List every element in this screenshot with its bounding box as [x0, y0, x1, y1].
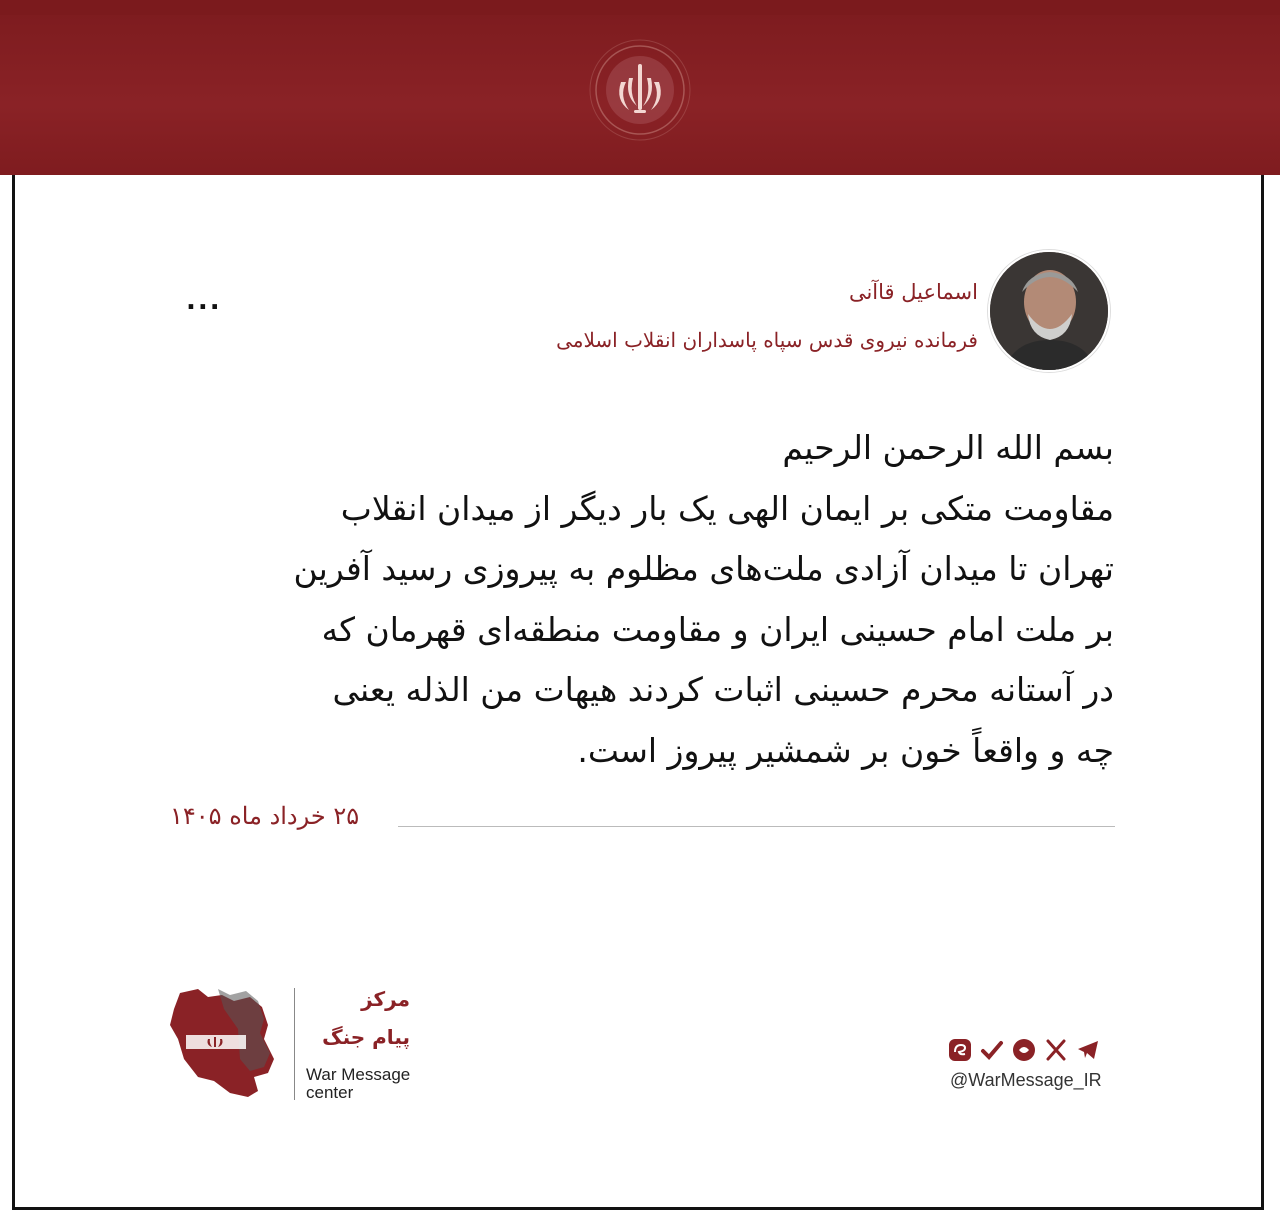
rubika-icon[interactable] [980, 1038, 1004, 1062]
iran-map-icon [170, 985, 290, 1105]
more-options-button[interactable]: ... [186, 286, 222, 316]
social-links [940, 1038, 1120, 1098]
post-line: چه و واقعاً خون بر شمشیر پیروز است. [577, 730, 1114, 770]
logo-divider [294, 988, 295, 1100]
logo-text-fa: مرکز [361, 987, 410, 1011]
portrait-icon [990, 252, 1108, 370]
avatar[interactable] [988, 250, 1110, 372]
author-title: فرمانده نیروی قدس سپاه پاسداران انقلاب اسلامی [556, 328, 978, 352]
author-name[interactable]: اسماعیل قاآنی [848, 280, 978, 304]
x-icon[interactable] [1044, 1038, 1068, 1062]
post-line: بر ملت امام حسینی ایران و مقاومت منطقه‌ای قهرمان که [321, 609, 1114, 649]
divider [398, 826, 1115, 827]
iran-emblem-icon [588, 38, 692, 142]
post-date-row [170, 800, 1115, 848]
logo-text-fa: پیام جنگ [322, 1025, 410, 1049]
header-banner [0, 0, 1280, 175]
post-line: در آستانه محرم حسینی اثبات کردند هیهات من الذله یعنی [332, 670, 1114, 709]
logo-text-en: center [306, 1083, 354, 1102]
post-date: ۲۵ خرداد ماه ۱۴۰۵ [170, 802, 360, 830]
eitaa-icon[interactable] [948, 1038, 972, 1062]
post-header [170, 250, 1110, 380]
telegram-icon[interactable] [1076, 1038, 1100, 1062]
post-line: تهران تا میدان آزادی ملت‌های مظلوم به پیروزی رسید آفرین [293, 549, 1114, 588]
post-text [170, 418, 1114, 781]
logo-text-en: War Message [306, 1065, 411, 1084]
post-line: بسم الله الرحمن الرحیم [782, 428, 1114, 467]
bale-icon[interactable] [1012, 1038, 1036, 1062]
social-icons [948, 1038, 1100, 1062]
social-handle[interactable]: @WarMessage_IR [950, 1070, 1102, 1090]
war-message-logo [170, 985, 430, 1105]
post-line: مقاومت متکی بر ایمان الهی یک بار دیگر از میدان انقلاب [340, 488, 1114, 528]
